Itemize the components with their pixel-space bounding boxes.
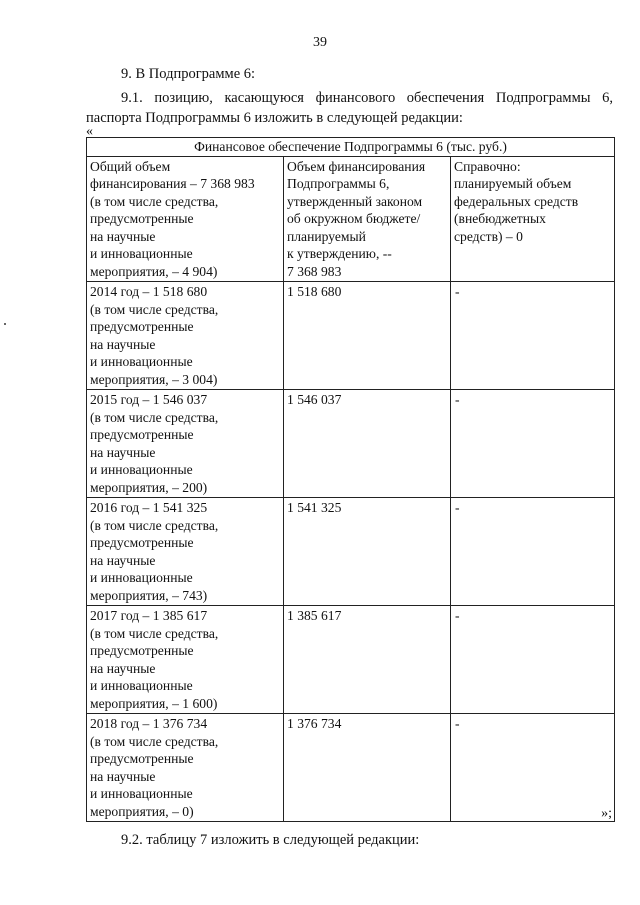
cell-line: федеральных средств (454, 193, 579, 209)
table-header-row (87, 156, 615, 282)
cell-line: мероприятия, – 1 600) (90, 695, 218, 711)
cell-line: 2015 год – 1 546 037 (90, 392, 208, 407)
table-title: Финансовое обеспечение Подпрограммы 6 (тыс. руб.) (87, 138, 615, 157)
table-row (87, 714, 615, 822)
cell-line: 2017 год – 1 385 617 (90, 608, 208, 623)
cell-line: и инновационные (90, 354, 193, 369)
cell-line: на научные (90, 768, 156, 784)
financing-table (86, 137, 615, 822)
cell-line: Справочно: (454, 158, 521, 174)
table-row (87, 498, 615, 606)
cell-line: и инновационные (90, 462, 193, 477)
cell-line: Общий объем (90, 158, 171, 174)
cell-line: (в том числе средства, (90, 733, 219, 749)
cell-line: об окружном бюджете/ (287, 211, 421, 226)
cell-line: мероприятия, – 0) (90, 803, 194, 819)
scan-speck (4, 323, 6, 325)
cell-line: планируемый (287, 228, 366, 244)
paragraph-9: 9. В Подпрограмме 6: (121, 66, 256, 82)
cell-line: 2018 год – 1 376 734 (90, 716, 208, 731)
cell-line: мероприятия, – 200) (90, 479, 208, 495)
cell-line: на научные (90, 336, 156, 352)
year-reference-cell: - (451, 390, 615, 498)
table-row (87, 390, 615, 498)
cell-line: мероприятия, – 4 904) (90, 263, 218, 279)
year-total-cell (87, 282, 284, 390)
cell-line: (в том числе средства, (90, 625, 219, 641)
year-reference-cell: - (451, 282, 615, 390)
cell-line: мероприятия, – 3 004) (90, 371, 218, 387)
table-title-row (87, 138, 615, 157)
cell-line: (в том числе средства, (90, 409, 219, 425)
year-reference-cell: - (451, 606, 615, 714)
quote-open: « (86, 124, 93, 139)
year-budget-cell: 1 546 037 (284, 390, 451, 498)
cell-line: предусмотренные (90, 319, 194, 334)
cell-line: (в том числе средства, (90, 193, 219, 209)
cell-line: 2016 год – 1 541 325 (90, 500, 208, 515)
cell-line: финансирования – 7 368 983 (90, 176, 255, 191)
cell-line: к утверждению, -- (287, 246, 392, 261)
year-budget-cell: 1 376 734 (284, 714, 451, 822)
cell-line: предусмотренные (90, 211, 194, 226)
cell-line: планируемый объем (454, 176, 572, 191)
year-budget-cell: 1 541 325 (284, 498, 451, 606)
cell-line: на научные (90, 660, 156, 676)
year-total-cell (87, 390, 284, 498)
year-total-cell (87, 714, 284, 822)
header-reference-cell (451, 156, 615, 282)
quote-close: »; (601, 806, 612, 821)
cell-line: 2014 год – 1 518 680 (90, 284, 208, 299)
cell-line: средств) – 0 (454, 228, 523, 244)
cell-line: предусмотренные (90, 427, 194, 442)
cell-line: утвержденный законом (287, 193, 423, 209)
year-total-cell (87, 606, 284, 714)
cell-line: и инновационные (90, 570, 193, 585)
cell-line: предусмотренные (90, 535, 194, 550)
year-reference-cell: - (451, 714, 615, 822)
year-budget-cell: 1 518 680 (284, 282, 451, 390)
cell-line: предусмотренные (90, 751, 194, 766)
year-reference-cell: - (451, 498, 615, 606)
header-budget-cell (284, 156, 451, 282)
year-budget-cell: 1 385 617 (284, 606, 451, 714)
cell-line: (внебюджетных (454, 211, 546, 226)
cell-line: мероприятия, – 743) (90, 587, 208, 603)
cell-line: и инновационные (90, 678, 193, 693)
cell-line: (в том числе средства, (90, 301, 219, 317)
page-number: 39 (313, 35, 327, 50)
cell-line: на научные (90, 552, 156, 568)
cell-line: 7 368 983 (287, 263, 342, 279)
cell-line: (в том числе средства, (90, 517, 219, 533)
table-row (87, 606, 615, 714)
cell-line: на научные (90, 444, 156, 460)
paragraph-9-1: 9.1. позицию, касающуюся финансового обеспечения Подпрограммы 6, паспорта Подпрограммы 6 изложить в следующей редакции: (86, 90, 613, 126)
table-row (87, 282, 615, 390)
cell-line: Подпрограммы 6, (287, 176, 390, 191)
year-total-cell (87, 498, 284, 606)
cell-line: и инновационные (90, 246, 193, 261)
cell-line: предусмотренные (90, 643, 194, 658)
cell-line: на научные (90, 228, 156, 244)
header-total-cell (87, 156, 284, 282)
cell-line: и инновационные (90, 786, 193, 801)
paragraph-9-2: 9.2. таблицу 7 изложить в следующей редакции: (121, 832, 420, 848)
cell-line: Объем финансирования (287, 158, 426, 174)
